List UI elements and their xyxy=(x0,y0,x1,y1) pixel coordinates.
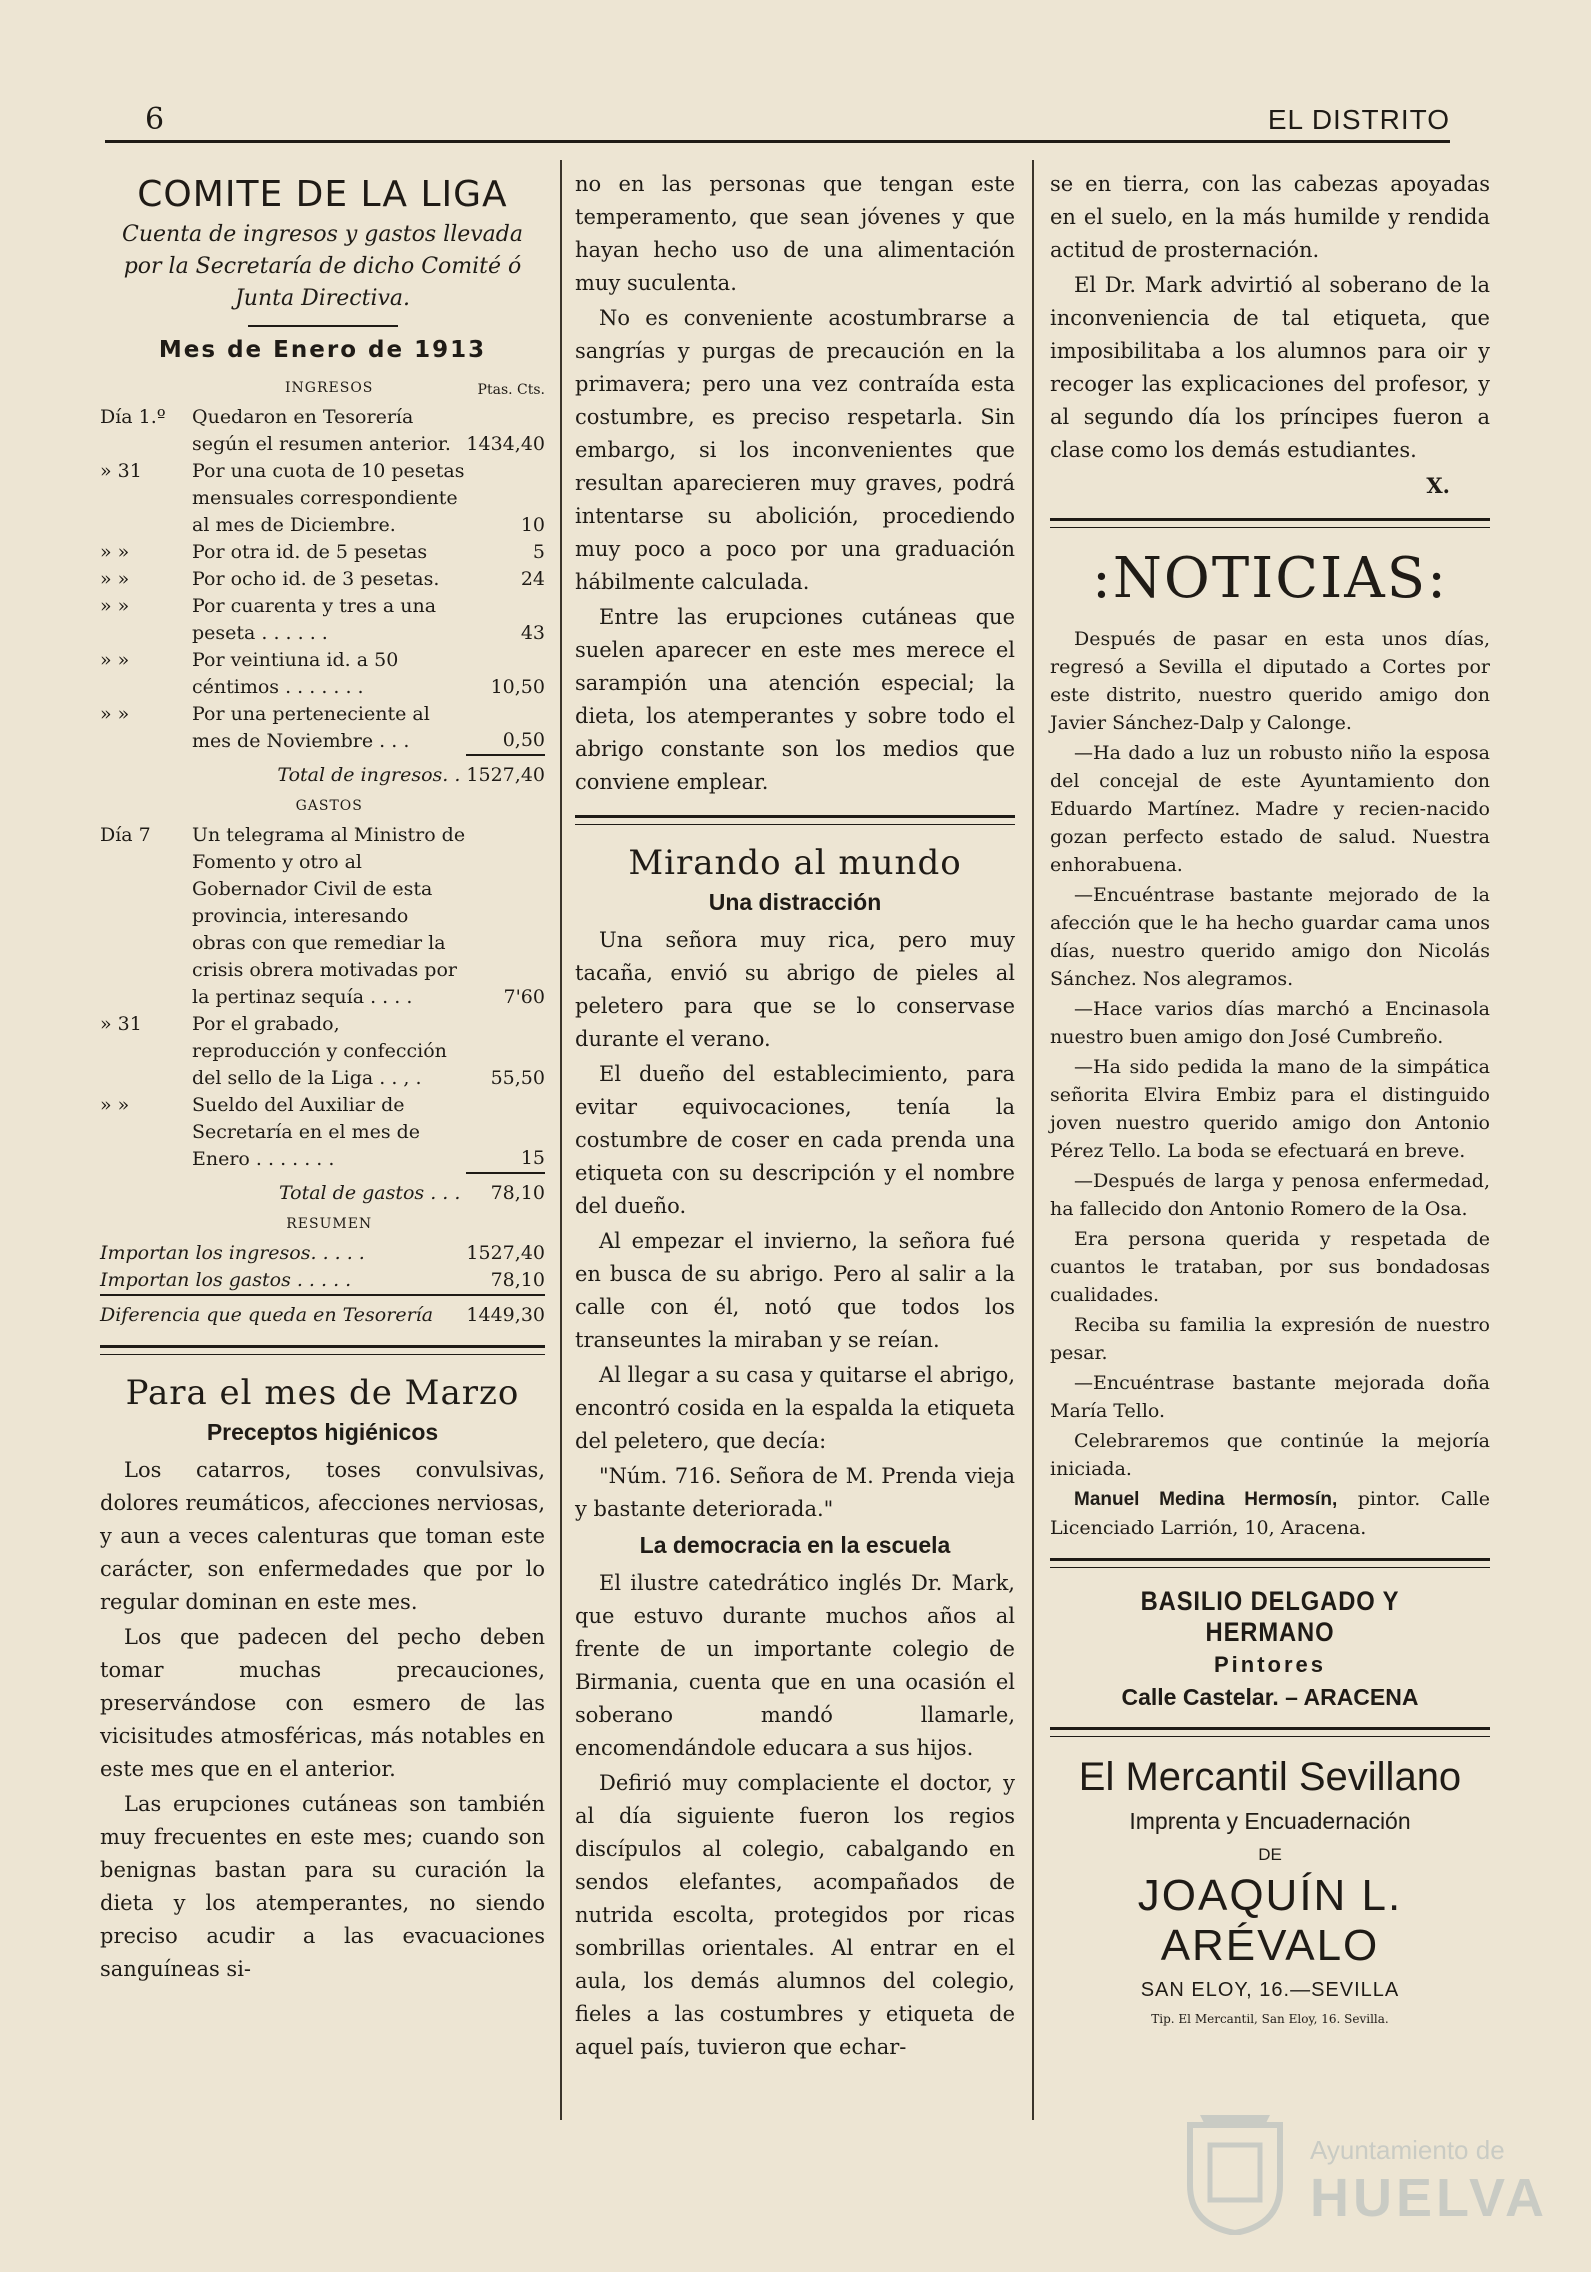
paragraph: Las erupciones cutáneas son también muy frecuentes en este mes; cuando son benignas bastan para su curación la dieta y los atemperantes, no siendo preciso acudir a las evacuaciones sanguíneas si- xyxy=(100,1792,545,1981)
news-item: Era persona querida y respetada de cuantos le trataban, por sus bondadosas cualidades. xyxy=(1050,1228,1490,1306)
marzo-title: Para el mes de Marzo xyxy=(125,1373,520,1413)
paragraph: El Dr. Mark advirtió al soberano de la inconveniencia de tal etiqueta, que imposibilitaba a los alumnos para oir y recoger las explicaciones del profesor, y al segundo día los príncipes fueron a clase como los demás estudiantes. xyxy=(1050,273,1490,462)
news-item: Después de pasar en esta unos días, regresó a Sevilla el diputado a Cortes por este distrito, nuestro querido amigo don Javier Sánchez-Dalp y Calonge. xyxy=(1050,628,1490,734)
paragraph: El dueño del establecimiento, para evitar equivocaciones, tenía la costumbre de coser en cada prenda una etiqueta con su descripción y el nombre del dueño. xyxy=(575,1062,1015,1218)
paragraph: Al llegar a su casa y quitarse el abrigo, encontró cosida en la espalda la etiqueta del peletero, que decía: xyxy=(575,1363,1015,1453)
watermark xyxy=(1180,2105,1548,2245)
section-divider xyxy=(100,1345,545,1355)
total-gastos-row: Total de gastos . . . 78,10 xyxy=(100,1173,545,1207)
news-item: —Ha sido pedida la mano de la simpática señorita Elvira Embiz para el distinguido joven nuestro querido amigo don Antonio Pérez Tello. La boda se efectuará en breve. xyxy=(1050,1056,1490,1162)
watermark-top-text: Ayuntamiento de xyxy=(1310,2135,1505,2165)
ledger-row: » 31 Por el grabado, reproducción y confección del sello de la Liga . . , . 55,50 xyxy=(100,1013,545,1089)
ledger-row: Día 1.º Quedaron en Tesorería según el resumen anterior. 1434,40 xyxy=(100,406,545,455)
mirando-title: Mirando al mundo xyxy=(628,843,962,883)
paragraph: Una señora muy rica, pero muy tacaña, envió su abrigo de pieles al peletero para que se lo conservase durante el verano. xyxy=(575,928,1015,1051)
ledger-row: » » Por veintiuna id. a 50 céntimos . . . . . . . 10,50 xyxy=(100,649,545,698)
resumen-row: Importan los gastos . . . . . 78,10 xyxy=(100,1269,545,1291)
marzo-subtitle: Preceptos higiénicos xyxy=(206,1419,439,1445)
noticias-title: :NOTICIAS: xyxy=(1092,546,1448,611)
ad-basilio-trade: Pintores xyxy=(1213,1652,1327,1677)
running-head xyxy=(105,100,1450,143)
page-number: 6 xyxy=(145,102,165,137)
news-item: —Ha dado a luz un robusto niño la esposa del concejal de este Ayuntamiento don Eduardo Martínez. Madre y recien-nacido gozan perfecto estado de salud. Nuestra enhorabuena. xyxy=(1050,742,1490,876)
paragraph: se en tierra, con las cabezas apoyadas en el suelo, en la más humilde y rendida actitud de prosternación. xyxy=(1050,172,1490,262)
gastos-label: GASTOS xyxy=(295,798,363,814)
ad-mercantil-address: SAN ELOY, 16.—SEVILLA xyxy=(1140,1979,1400,2001)
ad-mercantil xyxy=(1050,1755,1490,2002)
total-ingresos-row: Total de ingresos. . 1527,40 xyxy=(100,755,545,789)
newspaper-name: EL DISTRITO xyxy=(1267,104,1450,135)
democracia-body xyxy=(575,1567,1015,2064)
paragraph: Al empezar el invierno, la señora fué en busca de su abrigo. Pero al salir a la calle con él, notó que todos los transeuntes la miraban y se reían. xyxy=(575,1229,1015,1352)
column-3 xyxy=(1050,168,1490,2026)
section-divider xyxy=(1050,518,1490,528)
marzo-continuation xyxy=(575,168,1015,799)
ad-mercantil-name: El Mercantil Sevillano xyxy=(1078,1755,1462,1799)
currency-label: Ptas. Cts. xyxy=(477,382,545,398)
mirando-subtitle: Una distracción xyxy=(708,889,882,915)
painter-name: Manuel Medina Hermosín, xyxy=(1074,1489,1338,1510)
comite-subtitle: Cuenta de ingresos y gastos llevada por la Secretaría de dicho Comité ó Junta Directiva. xyxy=(122,222,523,311)
ad-basilio-name: BASILIO DELGADO Y HERMANO xyxy=(1140,1586,1400,1647)
article-signature: X. xyxy=(1426,473,1450,498)
mirando-body xyxy=(575,924,1015,1526)
watermark-bottom-text: HUELVA xyxy=(1310,2168,1548,2228)
paragraph: El ilustre catedrático inglés Dr. Mark, que estuvo durante muchos años al frente de un importante colegio de Birmania, cuenta que en una ocasión el soberano mandó llamarle, encomendándole educara a sus hijos. xyxy=(575,1571,1015,1760)
column-1 xyxy=(100,168,545,1988)
paragraph: no en las personas que tengan este temperamento, que sean jóvenes y que hayan hecho uso de una alimentación muy suculenta. xyxy=(575,172,1015,295)
painter-address: pintor. Calle Licenciado Larrión, 10, Aracena. xyxy=(1050,1488,1490,1539)
section-divider xyxy=(1050,1558,1490,1568)
ledger-table xyxy=(100,371,545,1329)
column-2 xyxy=(575,168,1015,2066)
divider xyxy=(248,325,398,327)
paragraph: Los que padecen del pecho deben tomar muchas precauciones, preservándose con esmero de las vicisitudes atmosféricas, más notables en este mes que en el anterior. xyxy=(100,1625,545,1781)
marzo-body xyxy=(100,1454,545,1986)
democracia-continuation xyxy=(1050,168,1490,502)
noticias-body xyxy=(1050,625,1490,1542)
news-item-final xyxy=(1050,1485,1490,1542)
ledger-row: » 31 Por una cuota de 10 pesetas mensuales correspondiente al mes de Diciembre. 10 xyxy=(100,460,545,536)
news-item: —Hace varios días marchó a Encinasola nuestro buen amigo don José Cumbreño. xyxy=(1050,998,1490,1048)
city-shield-icon xyxy=(1180,2105,1290,2235)
ad-mercantil-de: DE xyxy=(1258,1845,1282,1864)
section-divider xyxy=(575,815,1015,825)
printer-note: Tip. El Mercantil, San Eloy, 16. Sevilla. xyxy=(1151,2012,1389,2026)
ad-mercantil-owner: JOAQUÍN L. ARÉVALO xyxy=(1137,1871,1403,1970)
resumen-row: Importan los ingresos. . . . . 1527,40 xyxy=(100,1242,545,1264)
ingresos-label: INGRESOS xyxy=(285,380,374,396)
resumen-label: RESUMEN xyxy=(286,1216,373,1232)
news-item: Reciba su familia la expresión de nuestro pesar. xyxy=(1050,1314,1490,1364)
democracia-subtitle: La democracia en la escuela xyxy=(639,1532,951,1558)
ad-mercantil-trade: Imprenta y Encuadernación xyxy=(1129,1808,1411,1834)
section-divider xyxy=(1050,1727,1490,1737)
diferencia-row: Diferencia que queda en Tesorería 1449,30 xyxy=(100,1295,545,1329)
ledger-row: » » Por ocho id. de 3 pesetas. 24 xyxy=(100,568,545,590)
paragraph: Los catarros, toses convulsivas, dolores reumáticos, afecciones nerviosas, y aun a veces calenturas que toman este carácter, son enfermedades que por lo regular dominan en este mes. xyxy=(100,1458,545,1614)
ad-basilio xyxy=(1050,1586,1490,1711)
ledger-row: » » Sueldo del Auxiliar de Secretaría en el mes de Enero . . . . . . . 15 xyxy=(100,1094,545,1170)
paragraph: Entre las erupciones cutáneas que suelen aparecer en este mes merece el sarampión una atención especial; la dieta, los atemperantes y sobre todo el abrigo constante son los medios que conviene emplear. xyxy=(575,605,1015,794)
paragraph: "Núm. 716. Señora de M. Prenda vieja y bastante deteriorada." xyxy=(575,1464,1015,1521)
news-item: Celebraremos que continúe la mejoría iniciada. xyxy=(1050,1430,1490,1480)
column-divider-2 xyxy=(1032,160,1034,2120)
paragraph: No es conveniente acostumbrarse a sangrías y purgas de precaución en la primavera; pero una vez contraída esta costumbre, es preciso respetarla. Sin embargo, si los inconvenientes que resultan aparecieren muy graves, podrá intentarse su abolición, procediendo muy poco a poco por una graduación hábilmente calculada. xyxy=(575,306,1015,594)
news-item: —Encuéntrase bastante mejorado de la afección que le ha hecho guardar cama unos días, nuestro querido amigo don Nicolás Sánchez. Nos alegramos. xyxy=(1050,884,1490,990)
news-item: —Encuéntrase bastante mejorada doña María Tello. xyxy=(1050,1372,1490,1422)
news-item: —Después de larga y penosa enfermedad, ha fallecido don Antonio Romero de la Osa. xyxy=(1050,1170,1490,1220)
column-divider-1 xyxy=(560,160,562,2120)
ledger-row: Día 7 Un telegrama al Ministro de Fomento y otro al Gobernador Civil de esta provincia, interesando obras con que remediar la crisis obrera motivadas por la pertinaz sequía . . . . 7'60 xyxy=(100,824,545,1008)
ad-basilio-address: Calle Castelar. – ARACENA xyxy=(1121,1684,1419,1710)
ledger-row: » » Por otra id. de 5 pesetas 5 xyxy=(100,541,545,563)
ledger-month: Mes de Enero de 1913 xyxy=(158,337,487,363)
comite-title: COMITE DE LA LIGA xyxy=(137,174,508,215)
paragraph: Defirió muy complaciente el doctor, y al día siguiente fueron los regios discípulos al colegio, cabalgando en sendos elefantes, acompañados de nutrida escolta, protegidos por ricas sombrillas orientales. Al entrar en el aula, los demás alumnos del colegio, fieles a las costumbres y etiqueta de aquel país, tuvieron que echar- xyxy=(575,1771,1015,2059)
ledger-row: » » Por una perteneciente al mes de Noviembre . . . 0,50 xyxy=(100,703,545,752)
ledger-row: » » Por cuarenta y tres a una peseta . . . . . . 43 xyxy=(100,595,545,644)
